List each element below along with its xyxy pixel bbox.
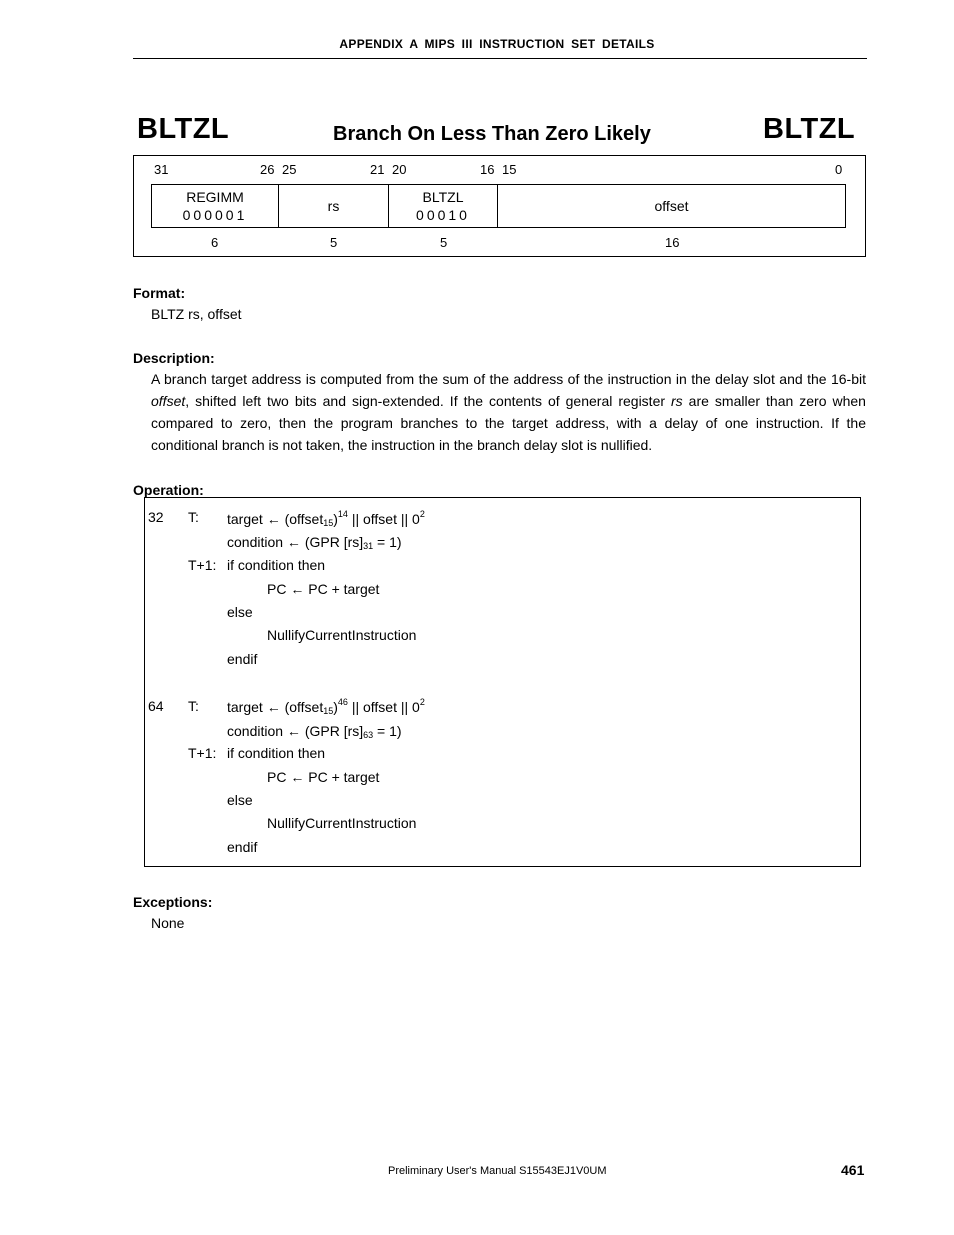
field-width-regimm: 6 <box>211 235 219 250</box>
if-line: if condition then <box>227 557 326 573</box>
endif-line: endif <box>227 651 258 667</box>
footer-manual-id: Preliminary User's Manual S15543EJ1V0UM <box>388 1165 607 1177</box>
pc-line: PC ← PC + target <box>267 769 380 785</box>
stage-t-label: T: <box>188 698 199 714</box>
if-line: if condition then <box>227 745 326 761</box>
bit-number-15: 15 <box>502 162 517 177</box>
operation-heading: Operation: <box>133 482 204 498</box>
mode-32-label: 32 <box>148 509 164 525</box>
nullify-line: NullifyCurrentInstruction <box>267 815 417 831</box>
field-bltzl <box>388 184 498 228</box>
condition-expression: condition ← (GPR $[rs]_{31} = 1$) <box>227 534 402 551</box>
description-part: are smaller than zero when compared to zero, then the program branches to the target address, with a delay of one instruction. If the conditional branch is not taken, the instruction in the branch delay slot is nullified. <box>151 393 866 453</box>
bit-number-20: 20 <box>392 162 407 177</box>
page-number: 461 <box>841 1162 865 1178</box>
bit-number-0: 0 <box>835 162 843 177</box>
field-offset <box>497 184 846 228</box>
description-heading: Description: <box>133 350 215 366</box>
description-part: , shifted left two bits and sign-extended. If the contents of general register <box>185 393 672 409</box>
operation-box <box>144 497 861 867</box>
stage-t-label: T: <box>188 509 199 525</box>
target-expression: target ← (offset$_{15}$)$^{14}$ || offset || $0^2$ <box>227 509 425 528</box>
exceptions-text: None <box>151 915 185 931</box>
instruction-title: Branch On Less Than Zero Likely <box>333 123 651 145</box>
stage-t1-label: T+1: <box>188 557 217 573</box>
format-text: BLTZ rs, offset <box>151 306 242 322</box>
format-heading: Format: <box>133 285 186 301</box>
field-bits: 000001 <box>182 207 248 223</box>
field-bits: 00010 <box>416 207 470 223</box>
nullify-line: NullifyCurrentInstruction <box>267 627 417 643</box>
description-text <box>151 368 866 456</box>
stage-t1-label: T+1: <box>188 745 217 761</box>
bit-number-25: 25 <box>282 162 297 177</box>
bit-number-21: 21 <box>370 162 385 177</box>
pc-line: PC ← PC + target <box>267 581 380 597</box>
field-rs <box>278 184 389 228</box>
description-rs-term: rs <box>671 393 683 409</box>
field-width-bltzl: 5 <box>440 235 448 250</box>
mnemonic-right: BLTZL <box>763 113 856 145</box>
field-regimm <box>151 184 279 228</box>
condition-expression: condition ← (GPR $[rs]_{63} = 1$) <box>227 723 402 740</box>
description-offset-term: offset <box>151 393 186 409</box>
else-line: else <box>227 604 253 620</box>
field-name: BLTZL <box>422 189 464 205</box>
header-rule <box>133 58 867 59</box>
field-width-offset: 16 <box>665 235 680 250</box>
bit-number-16: 16 <box>480 162 495 177</box>
description-part: A branch target address is computed from the sum of the address of the instruction in the delay slot and the 16-bit <box>151 371 866 387</box>
mnemonic-left: BLTZL <box>137 113 230 145</box>
mode-64-label: 64 <box>148 698 164 714</box>
bit-number-26: 26 <box>260 162 275 177</box>
field-name: offset <box>654 198 689 214</box>
target-expression: target ← (offset$_{15}$)$^{46}$ || offset || $0^2$ <box>227 697 425 716</box>
field-name: REGIMM <box>186 189 244 205</box>
field-width-rs: 5 <box>330 235 338 250</box>
running-header: APPENDIX A MIPS III INSTRUCTION SET DETAILS <box>339 37 655 51</box>
bit-number-31: 31 <box>154 162 169 177</box>
exceptions-heading: Exceptions: <box>133 894 213 910</box>
field-name: rs <box>327 198 340 214</box>
else-line: else <box>227 792 253 808</box>
endif-line: endif <box>227 839 258 855</box>
